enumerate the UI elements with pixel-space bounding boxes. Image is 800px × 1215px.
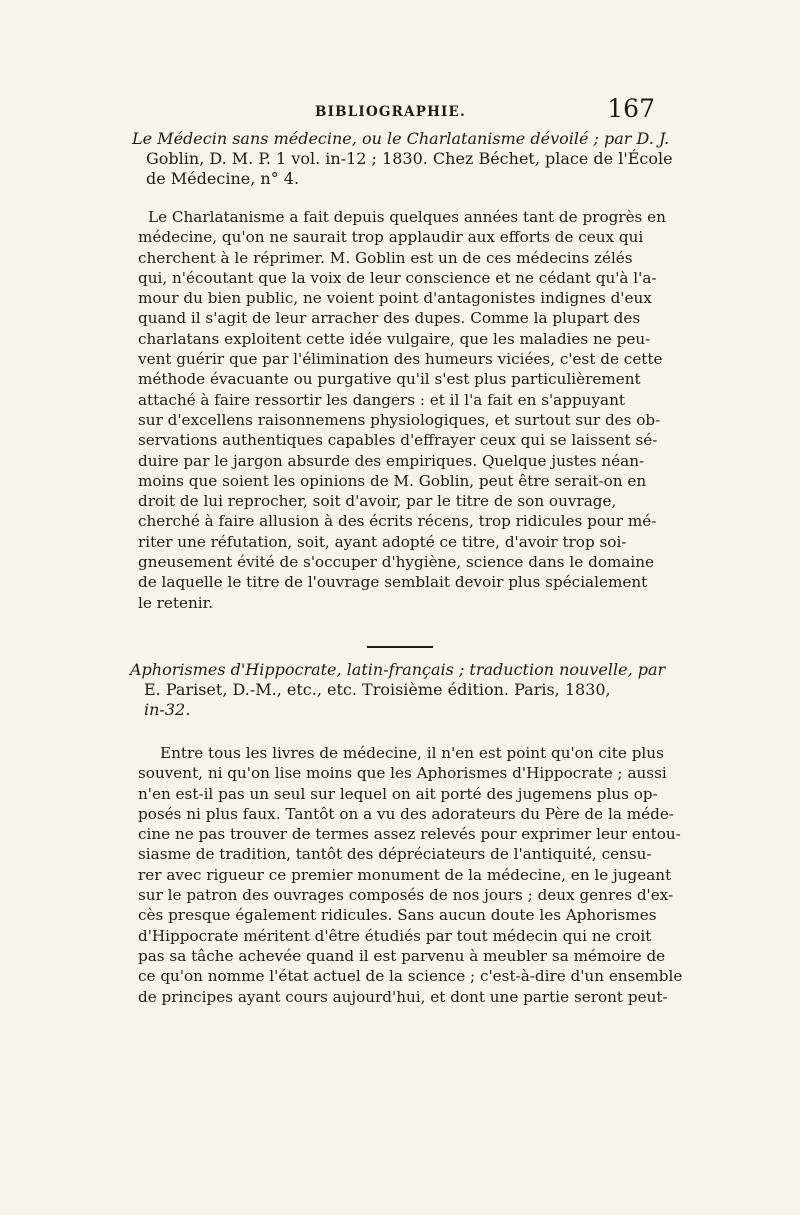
entry2-line: rer avec rigueur ce premier monument de la médecine, en le jugeant — [138, 865, 672, 884]
page-header — [140, 94, 655, 130]
entry2-body — [138, 743, 683, 1007]
entry2-heading-line-2: E. Pariset, D.-M., etc., etc. Troisième édition. Paris, 1830, — [144, 680, 611, 699]
entry2-line: de principes ayant cours aujourd'hui, et dont une partie seront peut- — [138, 987, 668, 1006]
entry1-line: cherchent à le réprimer. M. Goblin est un de ces médecins zélés — [138, 248, 633, 267]
entry2-line: n'en est-il pas un seul sur lequel on ait porté des jugemens plus op- — [138, 784, 658, 803]
entry1-line: quand il s'agit de leur arracher des dupes. Comme la plupart des — [138, 309, 641, 328]
entry1-line: duire par le jargon absurde des empiriques. Quelque justes néan- — [138, 451, 645, 470]
entry1-heading — [132, 129, 672, 189]
entry2-line: posés ni plus faux. Tantôt on a vu des adorateurs du Père de la méde- — [138, 804, 674, 823]
section-divider — [367, 646, 433, 648]
entry2-heading-line-3: in-32. — [144, 700, 191, 719]
entry2-heading — [130, 660, 675, 720]
entry1-line: qui, n'écoutant que la voix de leur conscience et ne cédant qu'à l'a- — [138, 268, 657, 287]
entry1-heading-line-2: Goblin, D. M. P. 1 vol. in-12 ; 1830. Chez Béchet, place de l'École — [146, 149, 673, 168]
entry2-line: sur le patron des ouvrages composés de nos jours ; deux genres d'ex- — [138, 886, 674, 905]
entry2-line: cès presque également ridicules. Sans aucun doute les Aphorismes — [138, 906, 657, 925]
entry1-line: vent guérir que par l'élimination des humeurs viciées, c'est de cette — [138, 350, 663, 369]
entry1-line: sur d'excellens raisonnemens physiologiques, et surtout sur des ob- — [138, 410, 661, 429]
entry1-line: cherché à faire allusion à des écrits récens, trop ridicules pour mé- — [138, 512, 657, 531]
page-number: 167 — [607, 94, 655, 123]
running-title: BIBLIOGRAPHIE. — [315, 104, 466, 120]
entry2-line: d'Hippocrate méritent d'être étudiés par tout médecin qui ne croit — [138, 926, 652, 945]
entry2-line: pas sa tâche achevée quand il est parvenu à meubler sa mémoire de — [138, 946, 666, 965]
entry1-line: attaché à faire ressortir les dangers : et il l'a fait en s'appuyant — [138, 390, 625, 409]
entry1-heading-line-3: de Médecine, n° 4. — [146, 169, 300, 188]
entry1-line: gneusement évité de s'occuper d'hygiène, science dans le domaine — [138, 553, 655, 572]
entry2-line: souvent, ni qu'on lise moins que les Aphorismes d'Hippocrate ; aussi — [138, 764, 667, 783]
entry1-line: riter une réfutation, soit, ayant adopté ce titre, d'avoir trop soi- — [138, 532, 627, 551]
entry2-heading-line-1: Aphorismes d'Hippocrate, latin-français ; traduction nouvelle, par — [130, 660, 666, 679]
entry1-line: droit de lui reprocher, soit d'avoir, par le titre de son ouvrage, — [138, 492, 617, 511]
entry1-line: méthode évacuante ou purgative qu'il s'est plus particulièrement — [138, 370, 641, 389]
entry1-body — [138, 207, 666, 613]
entry1-line: moins que soient les opinions de M. Goblin, peut être serait-on en — [138, 471, 647, 490]
entry1-heading-line-1: Le Médecin sans médecine, ou le Charlatanisme dévoilé ; par D. J. — [132, 129, 670, 148]
entry2-line: cine ne pas trouver de termes assez relevés pour exprimer leur entou- — [138, 825, 681, 844]
entry1-line: Le Charlatanisme a fait depuis quelques années tant de progrès en — [148, 208, 666, 226]
entry1-line: de laquelle le titre de l'ouvrage semblait devoir plus spécialement — [138, 573, 648, 592]
entry2-line: Entre tous les livres de médecine, il n'en est point qu'on cite plus — [160, 744, 664, 762]
entry1-line: médecine, qu'on ne saurait trop applaudir aux efforts de ceux qui — [138, 228, 644, 247]
entry2-line: siasme de tradition, tantôt des dépréciateurs de l'antiquité, censu- — [138, 845, 652, 864]
entry1-line: charlatans exploitent cette idée vulgaire, que les maladies ne peu- — [138, 329, 651, 348]
entry1-line: le retenir. — [138, 593, 214, 612]
entry2-line: ce qu'on nomme l'état actuel de la science ; c'est-à-dire d'un ensemble — [138, 967, 683, 986]
entry1-line: mour du bien public, ne voient point d'antagonistes indignes d'eux — [138, 289, 652, 308]
entry1-line: servations authentiques capables d'effrayer ceux qui se laissent sé- — [138, 431, 658, 450]
